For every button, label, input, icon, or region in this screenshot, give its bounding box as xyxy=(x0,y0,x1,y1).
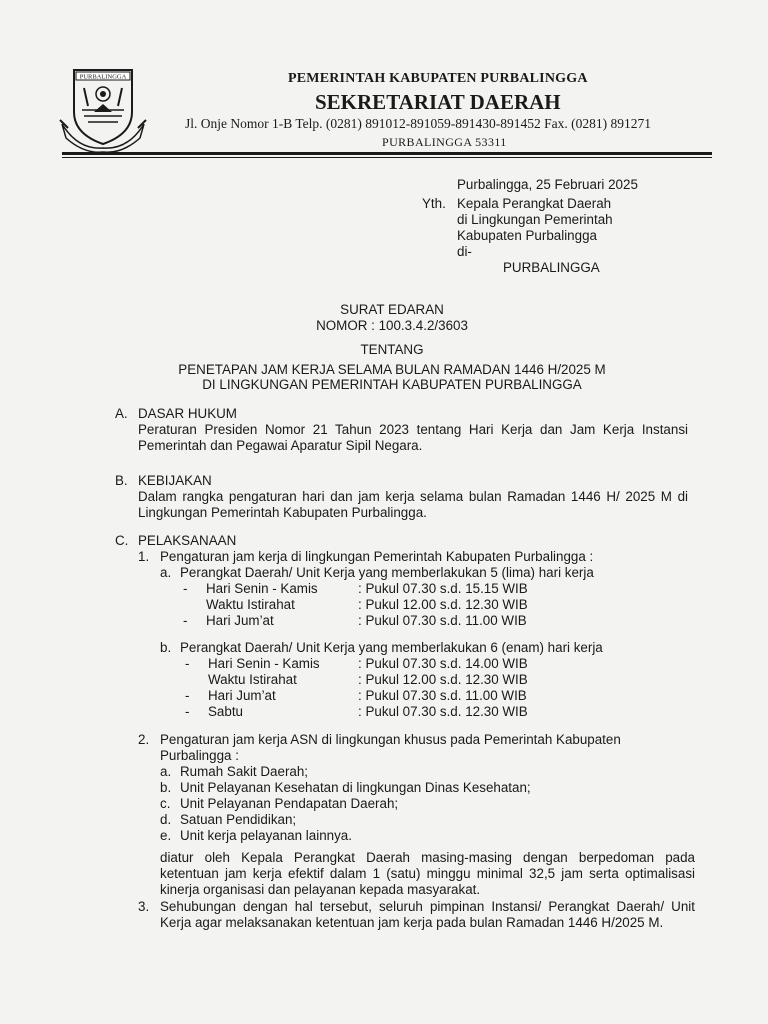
list-item: Unit Pelayanan Pendapatan Daerah; xyxy=(180,796,399,811)
item-2-closing: diatur oleh Kepala Perangkat Daerah masing-masing dengan berpedoman pada ketentuan jam kerja efektif dalam 1 (satu) minggu minimal 32,5 jam serta optimalisasi kinerja organisasi dan pelayanan kepada masyarakat. xyxy=(160,850,695,897)
schedule-time: : Pukul 07.30 s.d. 11.00 WIB xyxy=(358,688,527,703)
schedule-dash: - xyxy=(185,688,190,703)
item-3-number: 3. xyxy=(138,899,150,914)
judul-tentang: TENTANG xyxy=(360,342,424,357)
section-a-heading: DASAR HUKUM xyxy=(138,406,237,421)
schedule-day: Waktu Istirahat xyxy=(208,672,297,687)
schedule-dash: - xyxy=(185,704,190,719)
item-1-number: 1. xyxy=(138,549,150,564)
item-1b-text: Perangkat Daerah/ Unit Kerja yang memberlakukan 6 (enam) hari kerja xyxy=(180,640,603,655)
kop-sekretariat: SEKRETARIAT DAERAH xyxy=(315,90,561,114)
judul-perihal-2: DI LINGKUNGAN PEMERINTAH KABUPATEN PURBALINGGA xyxy=(202,377,582,392)
judul-surat-edaran: SURAT EDARAN xyxy=(340,302,444,317)
item-1b-marker: b. xyxy=(160,640,172,655)
item-1-text: Pengaturan jam kerja di lingkungan Pemerintah Kabupaten Purbalingga : xyxy=(160,549,594,564)
tujuan-baris3: Kabupaten Purbalingga xyxy=(457,228,597,243)
list-item: Unit kerja pelayanan lainnya. xyxy=(180,828,352,843)
tujuan-baris1: Kepala Perangkat Daerah xyxy=(457,196,612,211)
schedule-dash: - xyxy=(183,581,188,596)
section-a-marker: A. xyxy=(115,406,128,421)
list-item-marker: c. xyxy=(160,796,171,811)
schedule-dash: - xyxy=(185,656,190,671)
tujuan-yth: Yth. xyxy=(422,196,446,211)
schedule-day: Sabtu xyxy=(208,704,243,719)
schedule-time: : Pukul 12.00 s.d. 12.30 WIB xyxy=(358,672,528,687)
section-b-heading: KEBIJAKAN xyxy=(138,473,212,488)
list-item-marker: d. xyxy=(160,812,172,827)
kop-rule-thin xyxy=(62,157,712,158)
schedule-day: Hari Jum’at xyxy=(206,613,274,628)
item-2-number: 2. xyxy=(138,732,150,747)
kop-rule-thick xyxy=(62,152,712,155)
item-2-text-line2: Purbalingga : xyxy=(160,748,239,763)
section-a-body: Peraturan Presiden Nomor 21 Tahun 2023 tentang Hari Kerja dan Jam Kerja Instansi Pemerintah dan Pegawai Aparatur Sipil Negara. xyxy=(138,422,688,453)
schedule-day: Waktu Istirahat xyxy=(206,597,295,612)
schedule-dash: - xyxy=(183,613,188,628)
tanggal-surat: Purbalingga, 25 Februari 2025 xyxy=(457,177,638,192)
kop-alamat: Jl. Onje Nomor 1-B Telp. (0281) 891012-891059-891430-891452 Fax. (0281) 891271 xyxy=(185,116,652,131)
kop-pemerintah: PEMERINTAH KABUPATEN PURBALINGGA xyxy=(288,71,588,86)
purbalingga-coat-of-arms-logo xyxy=(58,66,148,152)
item-1a-marker: a. xyxy=(160,565,172,580)
list-item-marker: a. xyxy=(160,764,172,779)
list-item: Unit Pelayanan Kesehatan di lingkungan Dinas Kesehatan; xyxy=(180,780,531,795)
section-b-body: Dalam rangka pengaturan hari dan jam kerja selama bulan Ramadan 1446 H/ 2025 M di Lingkungan Pemerintah Kabupaten Purbalingga. xyxy=(138,489,688,520)
section-c-heading: PELAKSANAAN xyxy=(138,533,237,548)
schedule-day: Hari Senin - Kamis xyxy=(208,656,320,671)
schedule-day: Hari Senin - Kamis xyxy=(206,581,318,596)
schedule-time: : Pukul 07.30 s.d. 14.00 WIB xyxy=(358,656,528,671)
schedule-time: : Pukul 07.30 s.d. 11.00 WIB xyxy=(358,613,527,628)
schedule-day: Hari Jum’at xyxy=(208,688,276,703)
schedule-time: : Pukul 07.30 s.d. 12.30 WIB xyxy=(358,704,528,719)
tujuan-di: di- xyxy=(457,244,472,259)
list-item-marker: e. xyxy=(160,828,172,843)
item-1a-text: Perangkat Daerah/ Unit Kerja yang memberlakukan 5 (lima) hari kerja xyxy=(180,565,594,580)
tujuan-baris2: di Lingkungan Pemerintah xyxy=(457,212,613,227)
schedule-time: : Pukul 07.30 s.d. 15.15 WIB xyxy=(358,581,528,596)
list-item-marker: b. xyxy=(160,780,172,795)
section-c-marker: C. xyxy=(115,533,129,548)
tujuan-tempat: PURBALINGGA xyxy=(503,260,600,275)
schedule-time: : Pukul 12.00 s.d. 12.30 WIB xyxy=(358,597,528,612)
item-2-text-line1: Pengaturan jam kerja ASN di lingkungan khusus pada Pemerintah Kabupaten xyxy=(160,732,621,747)
item-3-text: Sehubungan dengan hal tersebut, seluruh pimpinan Instansi/ Perangkat Daerah/ Unit Kerja agar melaksanakan ketentuan jam kerja pada bulan Ramadan 1446 H/2025 M. xyxy=(160,899,695,930)
judul-nomor: NOMOR : 100.3.4.2/3603 xyxy=(316,318,468,333)
svg-text:PURBALINGGA: PURBALINGGA xyxy=(79,73,127,81)
list-item: Satuan Pendidikan; xyxy=(180,812,297,827)
kop-kota: PURBALINGGA 53311 xyxy=(382,135,507,149)
list-item: Rumah Sakit Daerah; xyxy=(180,764,309,779)
section-b-marker: B. xyxy=(115,473,128,488)
judul-perihal-1: PENETAPAN JAM KERJA SELAMA BULAN RAMADAN 1446 H/2025 M xyxy=(178,362,606,377)
